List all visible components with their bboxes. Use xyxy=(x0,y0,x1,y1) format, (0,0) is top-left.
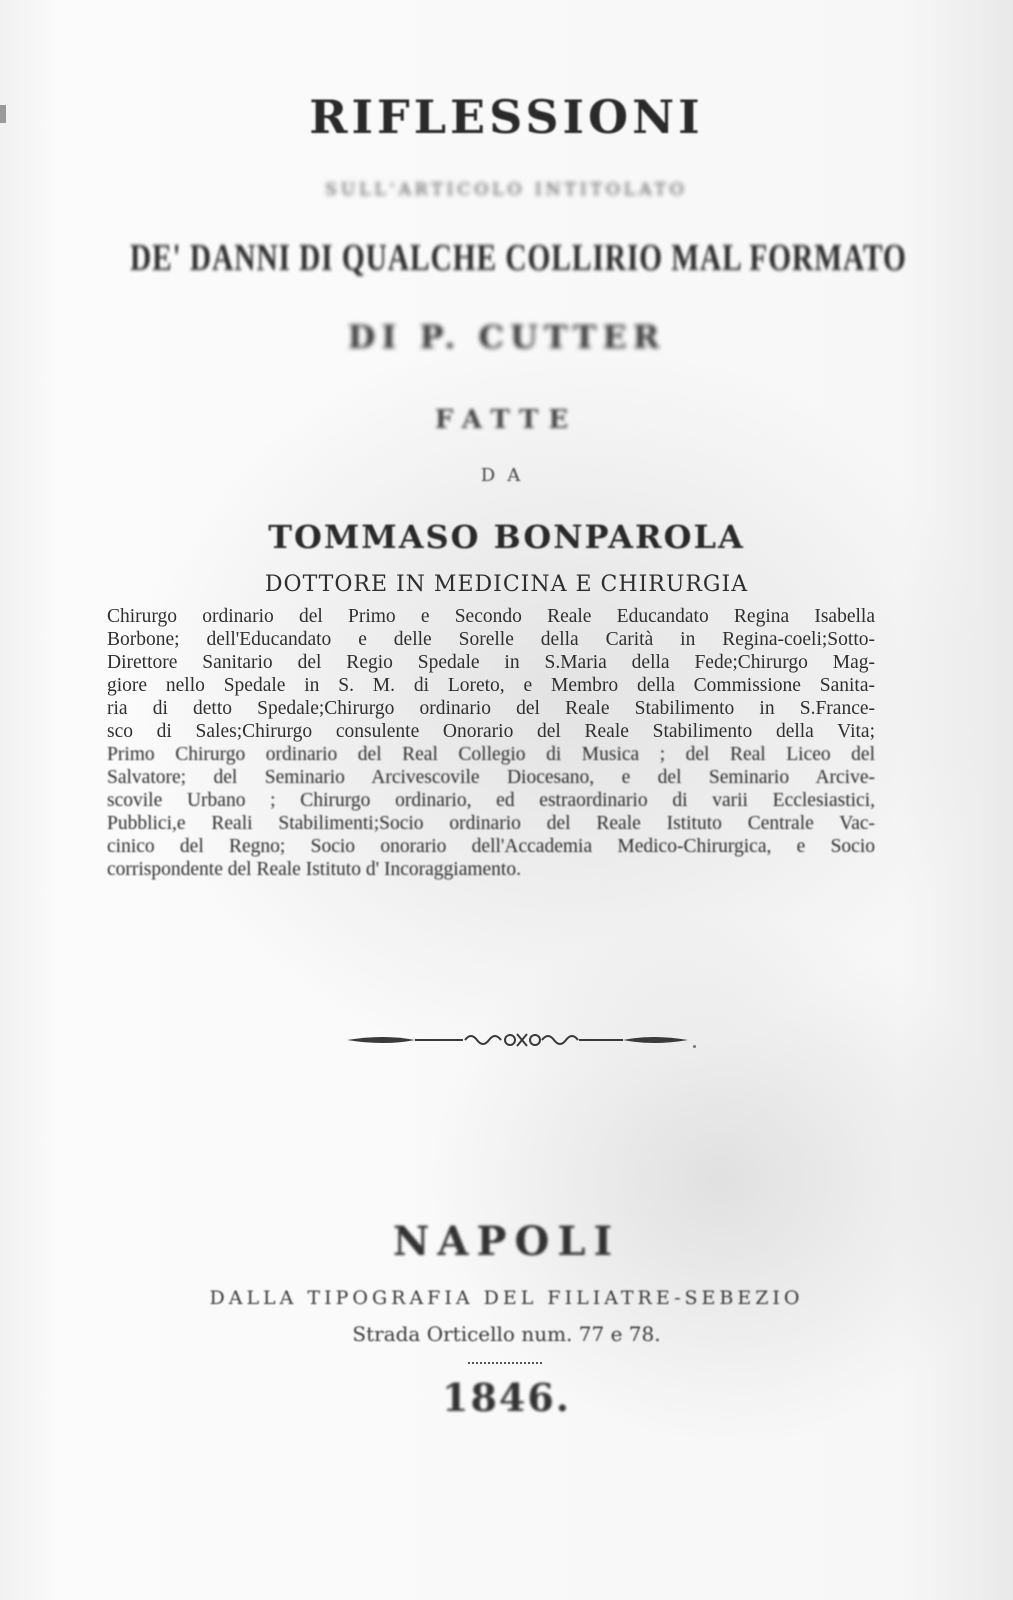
credentials-line: ria di detto Spedale;Chirurgo ordinario del Reale Stabilimento in S.France- xyxy=(107,698,875,719)
printer-ornament-icon xyxy=(345,1028,690,1052)
author-degree: DOTTORE IN MEDICINA E CHIRURGIA xyxy=(264,572,749,597)
subtitle-line-1: SULL'ARTICOLO INTITOLATO xyxy=(325,180,688,200)
ink-speck xyxy=(693,1045,696,1048)
credentials-line: corrispondente del Reale Istituto d' Incoraggiamento. xyxy=(107,859,521,880)
subtitle-line-2: DE' DANNI DI QUALCHE COLLIRIO MAL FORMATO xyxy=(129,237,907,279)
author-name: TOMMASO BONPAROLA xyxy=(268,518,745,556)
dotted-rule xyxy=(468,1362,542,1364)
publication-place: NAPOLI xyxy=(392,1218,621,1265)
credentials-line: Chirurgo ordinario del Primo e Secondo Reale Educandato Regina Isabella xyxy=(107,606,875,627)
credentials-line: sco di Sales;Chirurgo consulente Onorario del Reale Stabilimento della Vita; xyxy=(107,721,875,742)
fatte-label: FATTE xyxy=(434,405,579,435)
credentials-line: Primo Chirurgo ordinario del Real Collegio di Musica ; del Real Liceo del xyxy=(107,744,875,765)
credentials-line: cinico del Regno; Socio onorario dell'Accademia Medico-Chirurgica, e Socio xyxy=(107,836,875,857)
printer-name: DALLA TIPOGRAFIA DEL FILIATRE-SEBEZIO xyxy=(209,1287,804,1309)
credentials-line: Direttore Sanitario del Regio Spedale in S.Maria della Fede;Chirurgo Mag- xyxy=(107,652,875,673)
printer-address: Strada Orticello num. 77 e 78. xyxy=(352,1322,661,1346)
author-credentials xyxy=(85,605,875,881)
credentials-line: Borbone; dell'Educandato e delle Sorelle della Carità in Regina-coeli;Sotto- xyxy=(107,629,875,650)
subtitle-line-3: DI P. CUTTER xyxy=(347,318,666,356)
publication-year: 1846. xyxy=(442,1375,571,1420)
da-label: DA xyxy=(480,465,533,486)
credentials-line: giore nello Spedale in S. M. di Loreto, e Membro della Commissione Sanita- xyxy=(107,675,875,696)
credentials-line: Pubblici,e Reali Stabilimenti;Socio ordinario del Reale Istituto Centrale Vac- xyxy=(107,813,875,834)
book-title: RIFLESSIONI xyxy=(309,90,704,144)
credentials-line: Salvatore; del Seminario Arcivescovile Diocesano, e del Seminario Arcive- xyxy=(107,767,875,788)
credentials-line: scovile Urbano ; Chirurgo ordinario, ed estraordinario di varii Ecclesiastici, xyxy=(107,790,875,811)
